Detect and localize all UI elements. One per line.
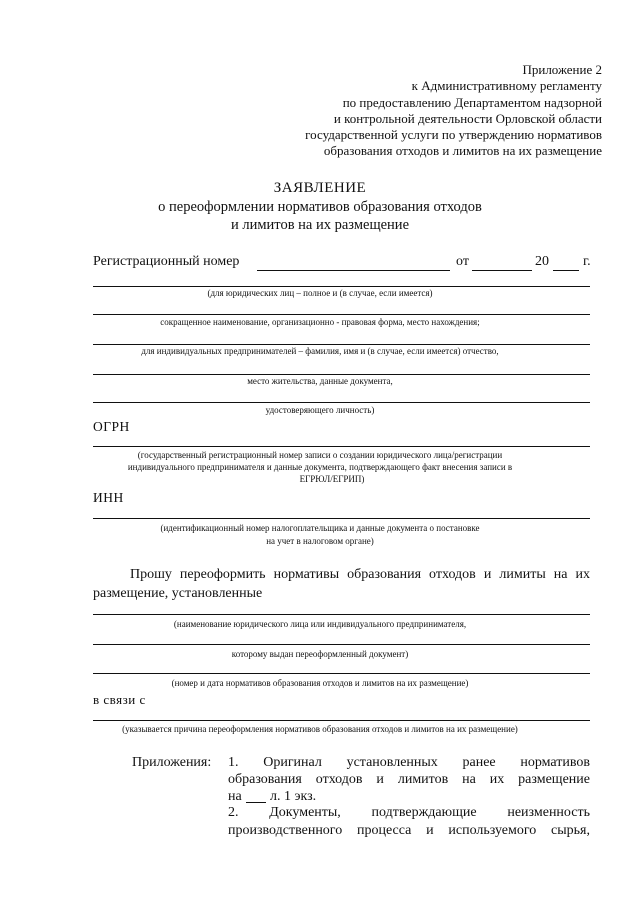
appendix-line: по предоставлению Департаментом надзорной	[342, 94, 602, 110]
applicant-caption-3: для индивидуальных предпринимателей – фамилия, имя и (в случае, если имеется) отчество,	[141, 346, 499, 356]
organization-caption-1: (наименование юридического лица или индивидуального предпринимателя,	[173, 619, 467, 629]
registration-year-field[interactable]	[553, 270, 579, 271]
reason-label: в связи с	[93, 692, 146, 707]
applicant-field-2[interactable]	[93, 314, 590, 315]
attachment-1-line-1: 1. Оригинал установленных ранее нормативов	[228, 755, 590, 770]
document-title: ЗАЯВЛЕНИЕ	[273, 180, 367, 196]
appendix-line: Приложение 2	[522, 62, 602, 77]
reason-caption: (указывается причина переоформления нормативов образования отходов и лимитов на их размещение)	[122, 724, 518, 734]
appendix-header	[262, 62, 602, 160]
applicant-field-5[interactable]	[93, 402, 590, 403]
appendix-line: и контрольной деятельности Орловской области	[333, 110, 602, 126]
organization-name-field-2[interactable]	[93, 644, 590, 645]
ogrn-caption-3: ЕГРЮЛ/ЕГРИП)	[299, 474, 365, 484]
ogrn-label: ОГРН	[93, 419, 130, 434]
ogrn-field[interactable]	[93, 446, 590, 447]
norm-caption: (номер и дата нормативов образования отходов и лимитов на их размещение)	[171, 678, 469, 688]
inn-caption-1: (идентификационный номер налогоплательщика и данные документа о постановке	[160, 523, 480, 533]
attachment-2-line-1: 2. Документы, подтверждающие неизменность	[228, 805, 590, 820]
ogrn-caption-2: индивидуального предпринимателя и данные документа, подтверждающего факт внесения записи в	[127, 462, 513, 472]
appendix-line: образования отходов и лимитов на их размещение	[323, 143, 602, 159]
applicant-field-1[interactable]	[93, 286, 590, 287]
inn-caption-2: на учет в налоговом органе)	[266, 536, 374, 546]
appendix-line: к Административному регламенту	[411, 78, 602, 94]
applicant-caption-5: удостоверяющего личность)	[265, 405, 375, 415]
attachments-label: Приложения:	[132, 755, 212, 770]
attachment-2-line-2: производственного процесса и используемого сырья,	[228, 823, 590, 838]
inn-label: ИНН	[93, 490, 124, 505]
norm-number-date-field[interactable]	[93, 673, 590, 674]
attachment-1-line-2: образования отходов и лимитов на их размещение	[228, 772, 590, 787]
attachment-1-na: на	[228, 789, 242, 804]
document-subtitle-1: о переоформлении нормативов образования отходов	[158, 199, 482, 215]
registration-from-label: от	[456, 254, 469, 269]
applicant-caption-2: сокращенное наименование, организационно - правовая форма, место нахождения;	[160, 317, 480, 327]
reason-field[interactable]	[93, 720, 590, 721]
applicant-caption-1: (для юридических лиц – полное и (в случае, если имеется)	[207, 288, 433, 298]
request-text-line-1: Прошу переоформить нормативы образования отходов и лимиты на их	[130, 567, 590, 582]
registration-date-field[interactable]	[472, 270, 532, 271]
attachment-1-sheets-field[interactable]	[246, 802, 266, 803]
registration-label: Регистрационный номер	[93, 254, 240, 269]
organization-caption-2: которому выдан переоформленный документ)	[231, 649, 409, 659]
applicant-field-4[interactable]	[93, 374, 590, 375]
attachment-1-sheets-text: л. 1 экз.	[270, 789, 317, 804]
document-subtitle-2: и лимитов на их размещение	[230, 217, 409, 233]
applicant-caption-4: место жительства, данные документа,	[247, 376, 393, 386]
request-text-line-2: размещение, установленные	[93, 586, 263, 601]
organization-name-field-1[interactable]	[93, 614, 590, 615]
inn-field[interactable]	[93, 518, 590, 519]
registration-number-field[interactable]	[257, 270, 450, 271]
registration-year-prefix: 20	[535, 254, 549, 269]
ogrn-caption-1: (государственный регистрационный номер записи о создании юридического лица/регистрации	[137, 450, 503, 460]
registration-year-suffix: г.	[583, 254, 591, 269]
appendix-line: государственной услуги по утверждению нормативов	[305, 127, 602, 143]
applicant-field-3[interactable]	[93, 344, 590, 345]
